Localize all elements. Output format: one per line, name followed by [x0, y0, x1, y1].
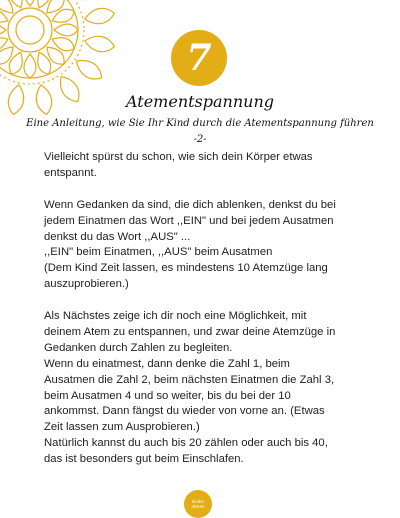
text-line: auszuprobieren.)	[44, 278, 129, 291]
page-number: -2-	[193, 134, 207, 145]
text-line: ankommst. Dann fängst du wieder von vorne an. (Etwas	[44, 405, 325, 418]
text-line: deinem Atem zu entspannen, und zwar deine Atemzüge in	[44, 325, 336, 338]
paragraph-3	[44, 309, 374, 468]
text-line: Ausatmen die Zahl 2, beim nächsten Einatmen die Zahl 3,	[44, 373, 335, 386]
text-line: Zeit lassen zum Ausprobieren.)	[44, 421, 200, 434]
body-text	[44, 150, 374, 468]
text-line: Wenn du einatmest, dann denke die Zahl 1, beim	[44, 357, 290, 370]
paragraph-2	[44, 198, 374, 293]
brand-logo: kinder atmen	[184, 490, 212, 518]
text-line: Natürlich kannst du auch bis 20 zählen oder auch bis 40,	[44, 437, 328, 450]
step-number-badge	[171, 30, 227, 86]
text-line: denkst du das Wort ,,AUS" ...	[44, 230, 191, 243]
page-title: Atementspannung	[126, 92, 274, 111]
text-line: beim Ausatmen 4 und so weiter, bis du bei der 10	[44, 389, 291, 402]
text-line: ,,EIN" beim Einatmen, ,,AUS" beim Ausatmen	[44, 246, 273, 259]
text-line: (Dem Kind Zeit lassen, es mindestens 10 Atemzüge lang	[44, 262, 328, 275]
text-line: Wenn Gedanken da sind, die dich ablenken, denkst du bei	[44, 198, 336, 211]
text-line: Gedanken durch Zahlen zu begleiten.	[44, 341, 233, 354]
paragraph-1	[44, 150, 374, 182]
text-line: Vielleicht spürst du schon, wie sich dein Körper etwas	[44, 151, 313, 163]
text-line: jedem Einatmen das Wort ,,EIN" und bei jedem Ausatmen	[44, 214, 334, 227]
step-number: 7	[186, 37, 212, 79]
text-line: das ist besonders gut beim Einschlafen.	[44, 453, 244, 466]
page-subtitle: Eine Anleitung, wie Sie Ihr Kind durch die Atementspannung führen	[26, 118, 374, 129]
text-line: entspannt.	[44, 166, 97, 179]
text-line: Als Nächstes zeige ich dir noch eine Möglichkeit, mit	[44, 310, 307, 323]
